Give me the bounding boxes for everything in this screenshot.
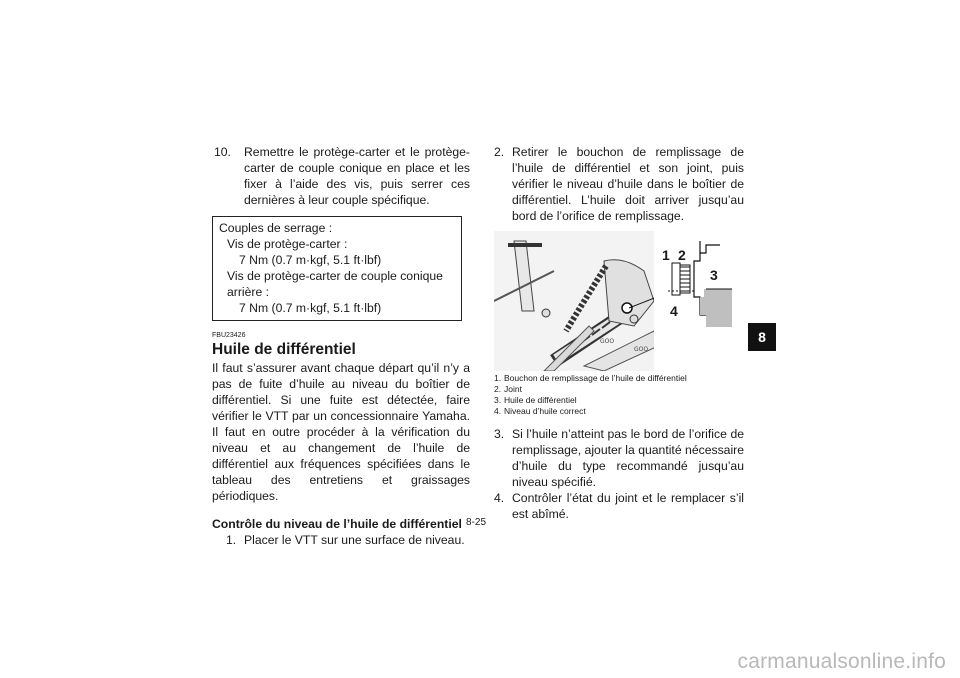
caption-1: 1. Bouchon de remplissage de l’huile de différentiel: [494, 373, 687, 383]
page-number: 8-25: [466, 517, 487, 528]
step-text: Placer le VTT sur une surface de niveau.: [244, 533, 465, 547]
step-text: Contrôler l’état du joint et le remplacer s’il est abîmé.: [512, 491, 744, 521]
torque-item-2-label: Vis de protège-carter de couple conique arrière :: [227, 269, 443, 299]
intro-paragraph: Il faut s’assurer avant chaque départ qu’il n’y a pas de fuite d’huile au niveau du boîtier de différentiel. Si une fuite est détectée, faire vérifier le VTT par un concessionnaire Yamaha. Il faut en outre procéder à la vérification du niveau et au changement de l’huile de différentiel aux fréquences spécifiées dans le tableau des entretiens et graissages périodiques.: [212, 361, 470, 503]
step-text: Retirer le bouchon de remplissage de l’huile de différentiel et son joint, puis vérifier le niveau d’huile dans le boîtier de différentiel. L’huile doit arriver jusqu’au bord de l’orifice de remplissage.: [512, 145, 744, 223]
left-column: [212, 144, 470, 548]
step-4: [496, 490, 744, 522]
differential-oil-figure: [494, 231, 744, 371]
torque-item-1-value: 7 Nm (0.7 m·kgf, 5.1 ft·lbf): [239, 253, 382, 267]
right-column: [496, 144, 744, 522]
figure-label-1: 1: [662, 247, 670, 263]
figure-label-3: 3: [710, 267, 718, 283]
figure-illustration: [494, 231, 744, 371]
torque-item-1-label: Vis de protège-carter :: [227, 237, 348, 251]
step-2: [496, 144, 744, 224]
figure-captions: [494, 373, 744, 417]
svg-text:GOO: GOO: [600, 338, 615, 345]
figure-label-2: 2: [678, 247, 686, 263]
step-number: 2.: [494, 145, 505, 159]
step-number: 4.: [494, 491, 505, 505]
step-number: 1.: [226, 533, 237, 547]
caption-3: 3. Huile de différentiel: [494, 395, 577, 405]
step-text: Si l’huile n’atteint pas le bord de l’orifice de remplissage, ajouter la quantité nécessaire d’huile du type recommandé jusqu’au niveau spécifié.: [512, 427, 744, 489]
torque-item-2-value: 7 Nm (0.7 m·kgf, 5.1 ft·lbf): [239, 301, 382, 315]
section-heading: Huile de différentiel: [212, 341, 356, 358]
figure-label-4: 4: [670, 303, 678, 319]
torque-title: Couples de serrage :: [219, 221, 333, 235]
caption-4: 4. Niveau d’huile correct: [494, 406, 586, 416]
watermark: carmanualsonline.info: [737, 650, 946, 673]
step-1: [228, 532, 470, 548]
step-number: 10.: [214, 145, 231, 159]
caption-2: 2. Joint: [494, 384, 522, 394]
step-3: [496, 426, 744, 490]
step-number: 3.: [494, 427, 505, 441]
step-10: [214, 144, 470, 208]
section-code: FBU23426: [212, 332, 246, 339]
svg-text:GOO: GOO: [634, 346, 649, 353]
step-text: Remettre le protège-carter et le protège-carter de couple conique en place et les fixer à l’aide des vis, puis serrer ces dernières à leur couple spécifique.: [244, 145, 470, 207]
torque-specification-box: [212, 216, 462, 321]
subheading: Contrôle du niveau de l’huile de différentiel: [212, 517, 462, 531]
chapter-tab: 8: [748, 323, 776, 351]
